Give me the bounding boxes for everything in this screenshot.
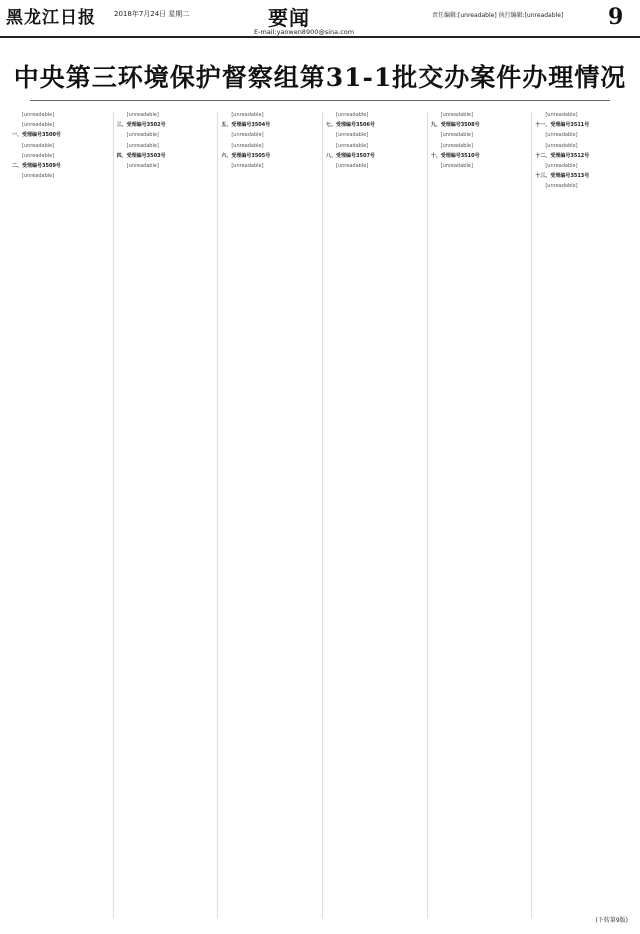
article-paragraph: [unreadable] <box>126 132 159 139</box>
article-paragraph: [unreadable] <box>440 112 473 118</box>
case-subheading: 八、受理编号3507号 <box>326 152 375 159</box>
masthead <box>0 0 640 38</box>
article-column <box>12 112 107 918</box>
article-paragraph: [unreadable] <box>440 163 473 170</box>
continuation-note: (下转第9版) <box>595 917 628 924</box>
article-paragraph: [unreadable] <box>231 132 264 139</box>
headline-divider <box>30 100 610 101</box>
article-column <box>427 112 526 918</box>
article-paragraph: [unreadable] <box>545 183 578 190</box>
case-subheading: 十二、受理编号3512号 <box>535 152 590 159</box>
main-headline: 中央第三环境保护督察组第31-1批交办案件办理情况 <box>13 63 627 92</box>
article-paragraph: [unreadable] <box>231 163 264 170</box>
page-number: 9 <box>608 4 624 30</box>
article-paragraph: [unreadable] <box>440 142 473 149</box>
case-subheading: 一、受理编号3500号 <box>12 132 61 139</box>
case-subheading: 五、受理编号3504号 <box>221 122 271 129</box>
article-paragraph: [unreadable] <box>22 152 55 159</box>
article-paragraph: [unreadable] <box>126 142 159 149</box>
article-paragraph: [unreadable] <box>545 132 578 139</box>
case-subheading: 二、受理编号3509号 <box>12 163 61 170</box>
case-subheading: 十一、受理编号3511号 <box>535 122 590 129</box>
article-paragraph: [unreadable] <box>231 142 264 149</box>
article-paragraph: [unreadable] <box>545 142 578 149</box>
case-subheading: 九、受理编号3508号 <box>430 122 480 129</box>
article-column <box>113 112 212 918</box>
article-paragraph: [unreadable] <box>126 163 159 170</box>
section-email: E-mail:yaowen8900@sina.com <box>254 28 355 36</box>
issue-date: 2018年7月24日 星期二 <box>114 10 190 18</box>
article-column <box>531 112 630 918</box>
article-column <box>217 112 316 918</box>
case-subheading: 三、受理编号3502号 <box>116 122 166 129</box>
article-paragraph: [unreadable] <box>336 132 369 139</box>
article-paragraph: [unreadable] <box>336 142 369 149</box>
article-paragraph: [unreadable] <box>440 132 473 139</box>
article-paragraph: [unreadable] <box>22 122 55 129</box>
article-paragraph: [unreadable] <box>22 142 55 149</box>
article-paragraph: [unreadable] <box>545 112 578 118</box>
article-paragraph: [unreadable] <box>545 163 578 170</box>
case-subheading: 四、受理编号3503号 <box>116 152 166 159</box>
article-paragraph: [unreadable] <box>336 163 369 170</box>
article-paragraph: [unreadable] <box>231 112 264 118</box>
article-paragraph: [unreadable] <box>22 173 55 180</box>
case-subheading: 十三、受理编号3513号 <box>535 173 590 180</box>
case-subheading: 七、受理编号3506号 <box>326 122 375 129</box>
section-title: 要闻 <box>268 6 310 30</box>
newspaper-logo: 黑龙江日报 <box>6 8 96 28</box>
article-paragraph: [unreadable] <box>336 112 369 118</box>
article-columns <box>12 112 630 918</box>
editor-credits: 责任编辑:[unreadable] 执行编辑:[unreadable] <box>432 12 564 19</box>
article-paragraph: [unreadable] <box>22 112 55 118</box>
case-subheading: 十、受理编号3510号 <box>430 152 480 159</box>
article-paragraph: [unreadable] <box>126 112 159 118</box>
case-subheading: 六、受理编号3505号 <box>221 152 271 159</box>
article-column <box>322 112 421 918</box>
